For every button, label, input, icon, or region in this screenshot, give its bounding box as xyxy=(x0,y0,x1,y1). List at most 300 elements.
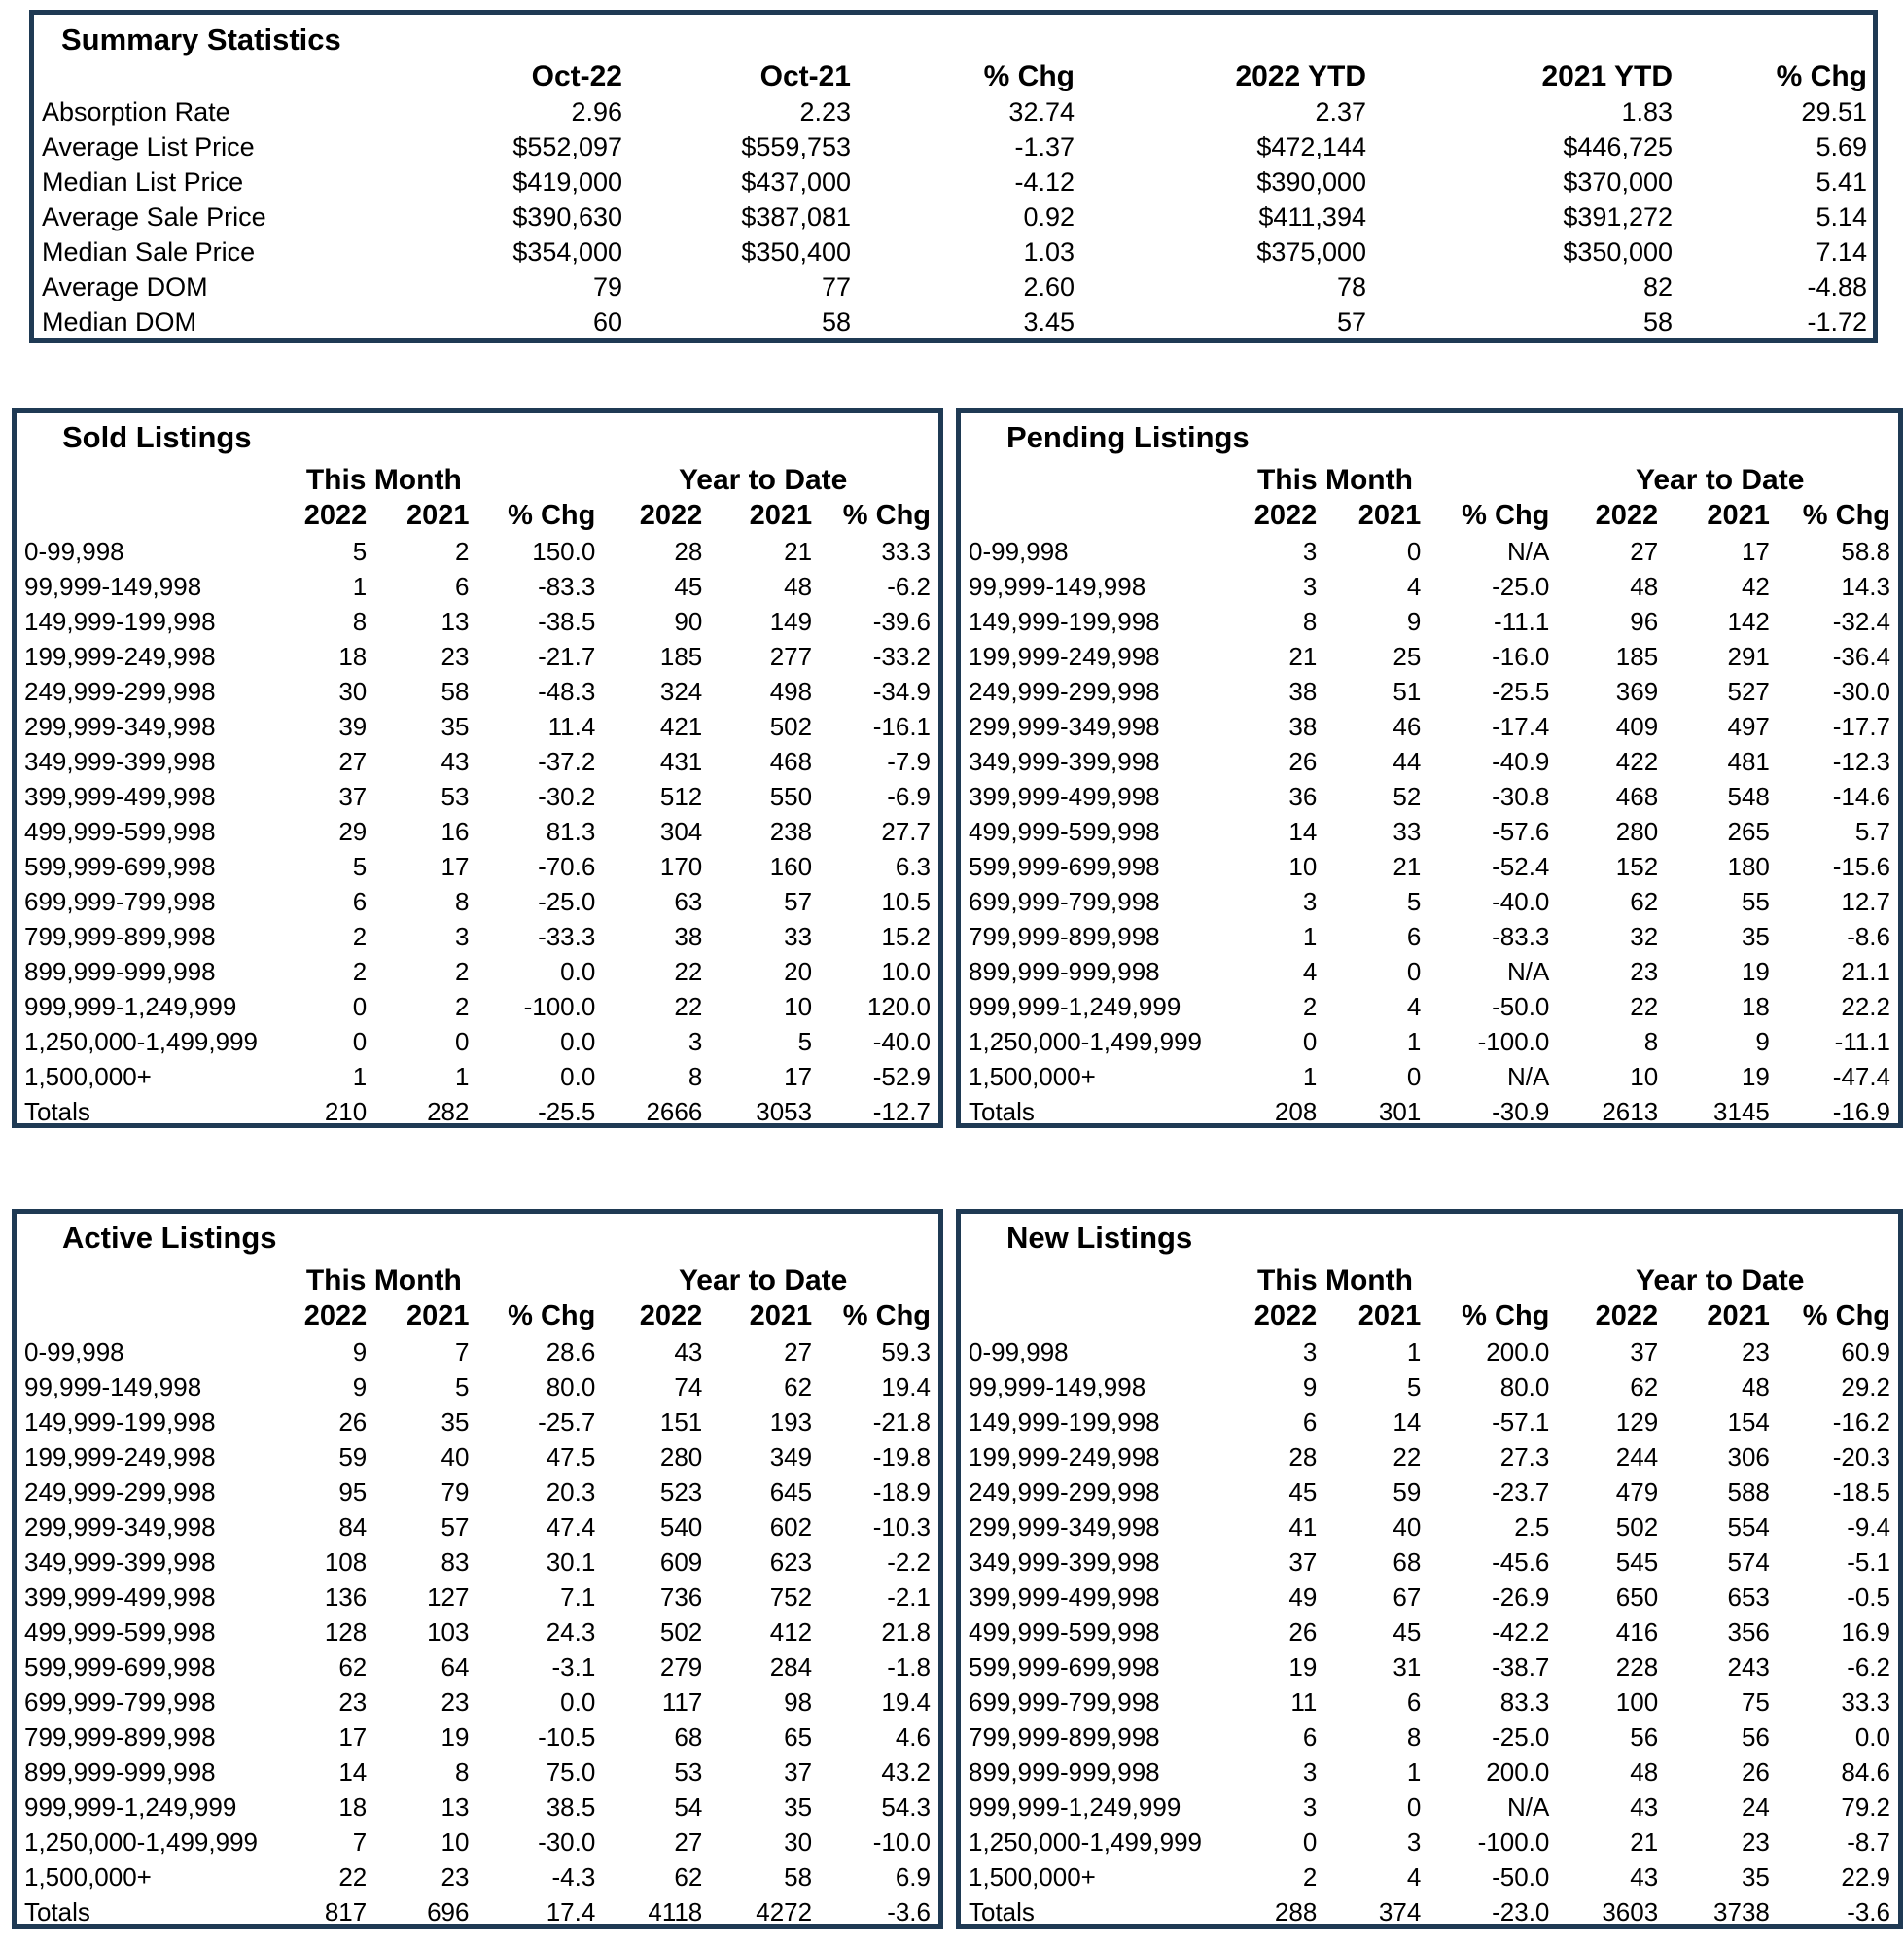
value-cell: -8.7 xyxy=(1847,1826,1890,1857)
value-cell: -37.2 xyxy=(538,746,596,776)
value-cell: 30 xyxy=(338,676,368,706)
group-spacer xyxy=(17,460,260,497)
value-cell: 548 xyxy=(1727,781,1770,811)
row-label: 999,999-1,249,999 xyxy=(969,1791,1181,1822)
column-header-2022-month: 2022 xyxy=(1253,1299,1318,1331)
value-cell: -38.5 xyxy=(538,606,596,636)
value-cell: 129 xyxy=(1615,1406,1659,1436)
value-cell: 48 xyxy=(784,571,813,601)
table-row xyxy=(34,304,1873,339)
value-cell: 53 xyxy=(441,781,470,811)
value-cell: 17 xyxy=(441,851,470,881)
value-cell: -3.1 xyxy=(551,1651,596,1682)
table-row xyxy=(961,674,1898,709)
value-cell: 288 xyxy=(1274,1896,1318,1927)
value-cell: 35 xyxy=(1741,1861,1770,1892)
value-cell: 48 xyxy=(1630,1756,1659,1787)
value-cell: 422 xyxy=(1615,746,1659,776)
row-label: 499,999-599,998 xyxy=(24,816,216,846)
value-cell: -12.7 xyxy=(872,1096,931,1126)
value-cell: 21 xyxy=(1288,641,1318,671)
value-cell: -20.3 xyxy=(1832,1441,1890,1471)
value-cell: 22.9 xyxy=(1841,1861,1890,1892)
sold-listings-grid xyxy=(17,460,938,1128)
value-cell: -100.0 xyxy=(1477,1026,1550,1056)
row-label: 899,999-999,998 xyxy=(969,1756,1160,1787)
value-cell: 0 xyxy=(1406,536,1422,566)
value-cell: 623 xyxy=(769,1546,813,1576)
value-cell: 228 xyxy=(1615,1651,1659,1682)
column-header-2021-ytd: 2021 YTD xyxy=(1541,60,1673,92)
value-cell: 32.74 xyxy=(1008,96,1075,126)
value-cell: 81.3 xyxy=(546,816,596,846)
value-cell: 8 xyxy=(688,1061,703,1091)
pending-listings-title: Pending Listings xyxy=(1006,420,1250,454)
column-header-pct-chg-month: % Chg xyxy=(1462,1299,1550,1331)
row-label: Average DOM xyxy=(42,271,208,301)
value-cell: 5 xyxy=(797,1026,813,1056)
value-cell: 23 xyxy=(441,1686,470,1717)
value-cell: 280 xyxy=(659,1441,703,1471)
value-cell: 84 xyxy=(338,1511,368,1541)
value-cell: 7.14 xyxy=(1816,236,1867,266)
value-cell: 37 xyxy=(338,781,368,811)
value-cell: 27.7 xyxy=(881,816,931,846)
column-header-2022-ytd: 2022 xyxy=(639,499,703,531)
value-cell: -100.0 xyxy=(523,991,596,1021)
value-cell: 3053 xyxy=(756,1096,813,1126)
value-cell: 15.2 xyxy=(881,921,931,951)
value-cell: -10.5 xyxy=(538,1721,596,1752)
value-cell: -33.2 xyxy=(872,641,931,671)
table-row xyxy=(34,94,1873,129)
row-label: 899,999-999,998 xyxy=(24,956,216,986)
value-cell: 18 xyxy=(1741,991,1770,1021)
value-cell: 128 xyxy=(324,1616,368,1646)
table-row xyxy=(17,604,938,639)
value-cell: 356 xyxy=(1727,1616,1770,1646)
row-label: 0-99,998 xyxy=(24,536,124,566)
table-row xyxy=(961,779,1898,814)
value-cell: 22 xyxy=(674,956,703,986)
value-cell: 11 xyxy=(1290,1686,1318,1717)
table-row xyxy=(961,534,1898,569)
value-cell: 127 xyxy=(427,1581,470,1611)
active-listings-table xyxy=(12,1209,943,1929)
value-cell: 39 xyxy=(338,711,368,741)
value-cell: -83.3 xyxy=(538,571,596,601)
value-cell: 32 xyxy=(1630,921,1659,951)
value-cell: 14 xyxy=(1393,1406,1422,1436)
value-cell: -25.7 xyxy=(538,1406,596,1436)
row-label: 1,500,000+ xyxy=(24,1061,152,1091)
table-row xyxy=(17,744,938,779)
group-header-this-month: This Month xyxy=(305,1264,462,1296)
value-cell: 18 xyxy=(338,1791,368,1822)
value-cell: 56 xyxy=(1741,1721,1770,1752)
value-cell: 11.4 xyxy=(547,711,596,741)
value-cell: 84.6 xyxy=(1841,1756,1890,1787)
value-cell: 696 xyxy=(427,1896,470,1927)
value-cell: 17.4 xyxy=(546,1896,596,1927)
value-cell: 9 xyxy=(1302,1371,1318,1401)
value-cell: -48.3 xyxy=(538,676,596,706)
value-cell: 10.0 xyxy=(881,956,931,986)
value-cell: 38 xyxy=(1288,711,1318,741)
value-cell: 21.8 xyxy=(881,1616,931,1646)
value-cell: 1 xyxy=(454,1061,470,1091)
column-header-oct-22: Oct-22 xyxy=(531,60,622,92)
table-row xyxy=(961,954,1898,989)
value-cell: 13 xyxy=(441,1791,470,1822)
value-cell: 22 xyxy=(674,991,703,1021)
value-cell: 96 xyxy=(1630,606,1659,636)
table-row xyxy=(17,1509,938,1544)
group-header-row xyxy=(961,1260,1898,1297)
value-cell: 117 xyxy=(661,1686,703,1717)
value-cell: 1 xyxy=(1406,1026,1422,1056)
value-cell: 28 xyxy=(674,536,703,566)
value-cell: $437,000 xyxy=(741,166,851,196)
value-cell: $350,000 xyxy=(1563,236,1673,266)
value-cell: 36 xyxy=(1288,781,1318,811)
value-cell: 108 xyxy=(324,1546,368,1576)
value-cell: 52 xyxy=(1393,781,1422,811)
value-cell: 68 xyxy=(674,1721,703,1752)
value-cell: -21.8 xyxy=(872,1406,931,1436)
row-label: 799,999-899,998 xyxy=(969,921,1160,951)
row-label: 1,250,000-1,499,999 xyxy=(969,1026,1202,1056)
table-row xyxy=(17,919,938,954)
value-cell: 42 xyxy=(1741,571,1770,601)
value-cell: 653 xyxy=(1727,1581,1770,1611)
row-label: 499,999-599,998 xyxy=(969,816,1160,846)
value-cell: 44 xyxy=(1393,746,1422,776)
value-cell: 45 xyxy=(674,571,703,601)
value-cell: 57 xyxy=(441,1511,470,1541)
value-cell: 33.3 xyxy=(881,536,931,566)
value-cell: 1 xyxy=(1302,921,1318,951)
table-row xyxy=(961,1509,1898,1544)
value-cell: 21 xyxy=(1630,1826,1659,1857)
value-cell: 18 xyxy=(338,641,368,671)
table-row xyxy=(961,1859,1898,1894)
table-row xyxy=(961,1614,1898,1649)
value-cell: -38.7 xyxy=(1492,1651,1550,1682)
value-cell: 27.3 xyxy=(1499,1441,1550,1471)
row-label: 99,999-149,998 xyxy=(969,571,1146,601)
colhead-spacer xyxy=(961,497,1209,534)
column-header-2022-month: 2022 xyxy=(1253,499,1318,531)
value-cell: 5.7 xyxy=(1854,816,1890,846)
value-cell: 3 xyxy=(1302,1756,1318,1787)
column-header-pct-chg-ytd: % Chg xyxy=(842,1299,931,1331)
table-row xyxy=(17,1544,938,1579)
value-cell: 1.83 xyxy=(1621,96,1673,126)
value-cell: 27 xyxy=(674,1826,703,1857)
value-cell: 48 xyxy=(1741,1371,1770,1401)
value-cell: 56 xyxy=(1630,1721,1659,1752)
value-cell: 51 xyxy=(1393,676,1422,706)
value-cell: 5 xyxy=(1406,1371,1422,1401)
value-cell: 6 xyxy=(454,571,470,601)
value-cell: 19 xyxy=(441,1721,470,1752)
value-cell: 90 xyxy=(674,606,703,636)
value-cell: 0 xyxy=(1302,1026,1318,1056)
row-label: 999,999-1,249,999 xyxy=(24,991,237,1021)
value-cell: 5 xyxy=(352,536,368,566)
row-label: 799,999-899,998 xyxy=(24,921,216,951)
value-cell: 23 xyxy=(441,1861,470,1892)
row-label: 599,999-699,998 xyxy=(969,851,1160,881)
value-cell: 23 xyxy=(338,1686,368,1717)
value-cell: 3.45 xyxy=(1023,306,1075,336)
table-row xyxy=(961,709,1898,744)
value-cell: 481 xyxy=(1727,746,1770,776)
value-cell: 26 xyxy=(1288,746,1318,776)
value-cell: 38 xyxy=(1288,676,1318,706)
value-cell: -57.1 xyxy=(1492,1406,1550,1436)
value-cell: 5 xyxy=(1406,886,1422,916)
value-cell: -52.4 xyxy=(1492,851,1550,881)
value-cell: 0.0 xyxy=(560,1026,596,1056)
value-cell: 9 xyxy=(352,1371,368,1401)
value-cell: 21.1 xyxy=(1841,956,1890,986)
table-row xyxy=(17,639,938,674)
value-cell: 4.6 xyxy=(895,1721,931,1752)
value-cell: -40.0 xyxy=(1492,886,1550,916)
value-cell: -6.9 xyxy=(887,781,931,811)
value-cell: 5.41 xyxy=(1816,166,1867,196)
value-cell: 9 xyxy=(1406,606,1422,636)
value-cell: -16.9 xyxy=(1832,1096,1890,1126)
value-cell: 40 xyxy=(1393,1511,1422,1541)
value-cell: 58 xyxy=(1642,306,1673,336)
row-label: 799,999-899,998 xyxy=(24,1721,216,1752)
value-cell: -10.3 xyxy=(872,1511,931,1541)
new-listings-grid xyxy=(961,1260,1898,1929)
group-spacer xyxy=(961,460,1209,497)
value-cell: 28 xyxy=(1288,1441,1318,1471)
value-cell: 21 xyxy=(784,536,813,566)
value-cell: N/A xyxy=(1507,536,1550,566)
value-cell: -83.3 xyxy=(1492,921,1550,951)
value-cell: 152 xyxy=(1615,851,1659,881)
column-header-2022-ytd: 2022 xyxy=(1595,1299,1659,1331)
table-row xyxy=(961,1439,1898,1474)
value-cell: 58 xyxy=(441,676,470,706)
value-cell: $350,400 xyxy=(741,236,851,266)
row-label: 199,999-249,998 xyxy=(969,1441,1160,1471)
value-cell: 17 xyxy=(784,1061,813,1091)
value-cell: 540 xyxy=(659,1511,703,1541)
value-cell: -47.4 xyxy=(1832,1061,1890,1091)
value-cell: $411,394 xyxy=(1258,201,1366,231)
table-row xyxy=(961,1824,1898,1859)
row-label: 399,999-499,998 xyxy=(24,1581,216,1611)
column-header-row xyxy=(17,497,938,534)
value-cell: 150.0 xyxy=(532,536,596,566)
row-label: 299,999-349,998 xyxy=(24,711,216,741)
value-cell: 6 xyxy=(1302,1406,1318,1436)
table-row xyxy=(34,164,1873,199)
group-header-row xyxy=(17,1260,938,1297)
value-cell: -18.5 xyxy=(1832,1476,1890,1506)
value-cell: -1.37 xyxy=(1014,131,1075,161)
value-cell: 0 xyxy=(1406,1791,1422,1822)
value-cell: 78 xyxy=(1336,271,1366,301)
value-cell: 2 xyxy=(454,956,470,986)
value-cell: 479 xyxy=(1615,1476,1659,1506)
middle-tables-row xyxy=(12,408,1904,1128)
value-cell: 10.5 xyxy=(881,886,931,916)
value-cell: 431 xyxy=(659,746,703,776)
value-cell: 37 xyxy=(1630,1336,1659,1366)
value-cell: 1.03 xyxy=(1023,236,1075,266)
value-cell: 602 xyxy=(769,1511,813,1541)
value-cell: 7 xyxy=(352,1826,368,1857)
value-cell: 2 xyxy=(454,991,470,1021)
value-cell: 136 xyxy=(324,1581,368,1611)
table-row xyxy=(961,1579,1898,1614)
value-cell: 3 xyxy=(688,1026,703,1056)
value-cell: 645 xyxy=(769,1476,813,1506)
value-cell: $446,725 xyxy=(1563,131,1673,161)
column-header-2021-ytd: 2021 xyxy=(749,499,813,531)
value-cell: 45 xyxy=(1393,1616,1422,1646)
value-cell: 6 xyxy=(1302,1721,1318,1752)
value-cell: 142 xyxy=(1727,606,1770,636)
value-cell: 160 xyxy=(769,851,813,881)
row-label: 199,999-249,998 xyxy=(24,1441,216,1471)
sold-listings-table xyxy=(12,408,943,1128)
value-cell: -32.4 xyxy=(1832,606,1890,636)
table-row xyxy=(17,1614,938,1649)
group-header-this-month: This Month xyxy=(305,464,462,496)
value-cell: 1 xyxy=(352,571,368,601)
value-cell: 16 xyxy=(441,816,470,846)
value-cell: 409 xyxy=(1615,711,1659,741)
value-cell: 25 xyxy=(1393,641,1422,671)
value-cell: 5.14 xyxy=(1816,201,1867,231)
value-cell: 22 xyxy=(1630,991,1659,1021)
value-cell: 0.0 xyxy=(1854,1721,1890,1752)
value-cell: 45 xyxy=(1288,1476,1318,1506)
row-label: 149,999-199,998 xyxy=(24,1406,216,1436)
table-row xyxy=(17,884,938,919)
row-label: 1,500,000+ xyxy=(24,1861,152,1892)
value-cell: 14 xyxy=(1288,816,1318,846)
table-row xyxy=(961,1404,1898,1439)
value-cell: -100.0 xyxy=(1477,1826,1550,1857)
value-cell: -23.7 xyxy=(1492,1476,1550,1506)
value-cell: 0.92 xyxy=(1023,201,1075,231)
value-cell: 4272 xyxy=(756,1896,813,1927)
value-cell: 100 xyxy=(1615,1686,1659,1717)
table-row xyxy=(17,1404,938,1439)
value-cell: 3 xyxy=(1302,536,1318,566)
value-cell: 4 xyxy=(1406,571,1422,601)
value-cell: -25.0 xyxy=(538,886,596,916)
value-cell: 28.6 xyxy=(546,1336,596,1366)
group-header-this-month: This Month xyxy=(1256,1264,1413,1296)
value-cell: 0 xyxy=(1406,956,1422,986)
row-label: 1,250,000-1,499,999 xyxy=(969,1826,1202,1857)
value-cell: 79 xyxy=(592,271,622,301)
value-cell: 43 xyxy=(1630,1791,1659,1822)
row-label: 0-99,998 xyxy=(969,536,1069,566)
value-cell: 23 xyxy=(1741,1336,1770,1366)
value-cell: 238 xyxy=(769,816,813,846)
row-label: 0-99,998 xyxy=(24,1336,124,1366)
value-cell: -39.6 xyxy=(872,606,931,636)
value-cell: 65 xyxy=(784,1721,813,1752)
row-label: 699,999-799,998 xyxy=(24,1686,216,1717)
value-cell: 1 xyxy=(1302,1061,1318,1091)
value-cell: 10 xyxy=(441,1826,470,1857)
row-label: 599,999-699,998 xyxy=(24,851,216,881)
value-cell: 54 xyxy=(674,1791,703,1822)
value-cell: 19 xyxy=(1741,956,1770,986)
value-cell: 26 xyxy=(338,1406,368,1436)
row-label: 599,999-699,998 xyxy=(24,1651,216,1682)
totals-row xyxy=(961,1894,1898,1929)
table-row xyxy=(961,1754,1898,1789)
value-cell: 19.4 xyxy=(881,1686,931,1717)
table-row xyxy=(961,1684,1898,1719)
table-row xyxy=(17,1719,938,1754)
value-cell: 6 xyxy=(352,886,368,916)
table-row xyxy=(17,849,938,884)
value-cell: 736 xyxy=(659,1581,703,1611)
value-cell: 4 xyxy=(1302,956,1318,986)
column-header-row xyxy=(961,497,1898,534)
new-listings-title: New Listings xyxy=(1006,1221,1193,1255)
row-label: 249,999-299,998 xyxy=(969,676,1160,706)
value-cell: 23 xyxy=(1741,1826,1770,1857)
value-cell: 0.0 xyxy=(560,1061,596,1091)
value-cell: 35 xyxy=(441,711,470,741)
value-cell: 412 xyxy=(769,1616,813,1646)
value-cell: 210 xyxy=(324,1096,368,1126)
value-cell: $370,000 xyxy=(1563,166,1673,196)
value-cell: -25.5 xyxy=(1492,676,1550,706)
value-cell: -25.0 xyxy=(1492,1721,1550,1752)
value-cell: 41 xyxy=(1288,1511,1318,1541)
group-header-year-to-date: Year to Date xyxy=(678,464,848,496)
new-listings-body xyxy=(961,1334,1898,1929)
table-row xyxy=(17,1059,938,1094)
value-cell: 369 xyxy=(1615,676,1659,706)
value-cell: 523 xyxy=(659,1476,703,1506)
table-row xyxy=(34,129,1873,164)
value-cell: 277 xyxy=(769,641,813,671)
value-cell: 59 xyxy=(1393,1476,1422,1506)
value-cell: 20.3 xyxy=(546,1476,596,1506)
value-cell: 58 xyxy=(821,306,851,336)
value-cell: 244 xyxy=(1615,1441,1659,1471)
value-cell: 83.3 xyxy=(1499,1686,1550,1717)
value-cell: -9.4 xyxy=(1847,1511,1890,1541)
value-cell: 30.1 xyxy=(546,1546,596,1576)
column-header-pct-chg-month: % Chg xyxy=(508,1299,596,1331)
value-cell: 27 xyxy=(784,1336,813,1366)
value-cell: 4118 xyxy=(648,1896,703,1927)
column-header-pct-chg-ytd: % Chg xyxy=(1802,499,1890,531)
value-cell: -18.9 xyxy=(872,1476,931,1506)
table-row xyxy=(17,709,938,744)
table-row xyxy=(17,1859,938,1894)
